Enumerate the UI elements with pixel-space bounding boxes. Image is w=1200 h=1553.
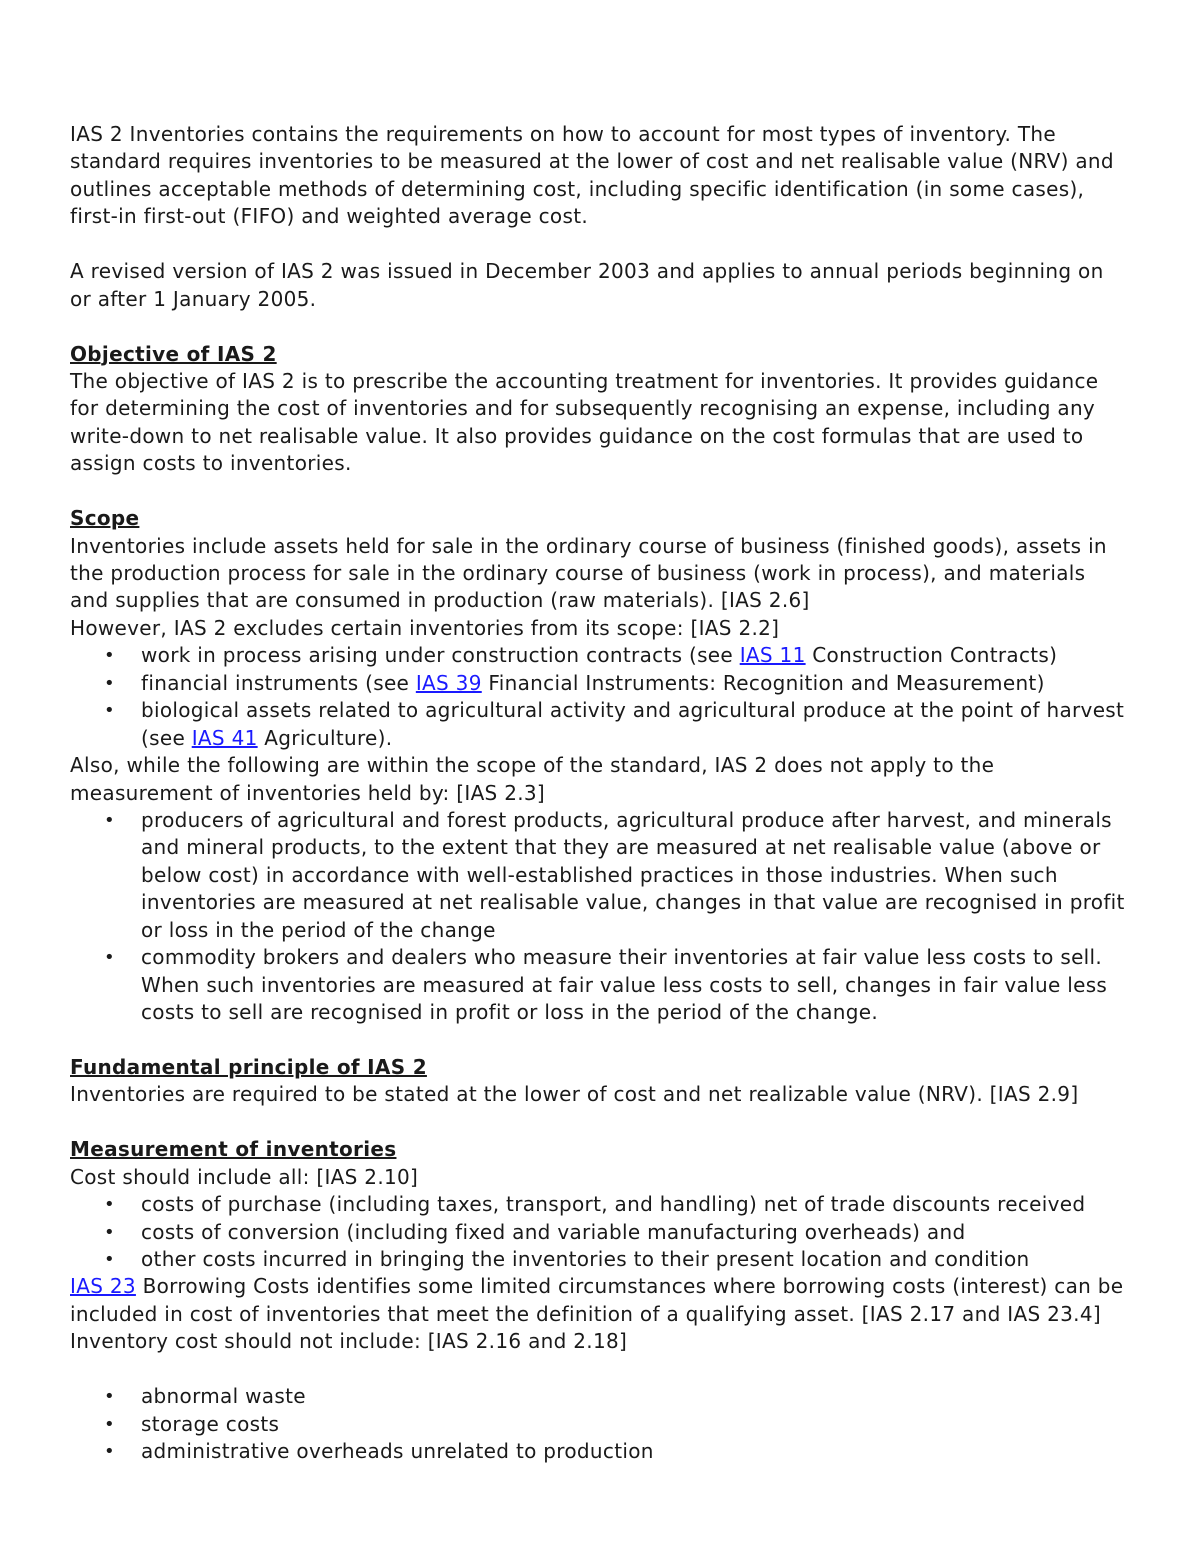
text-segment: The objective of IAS 2 is to prescribe the accounting treatment for inventories. It provides guidance — [70, 368, 1099, 393]
section-heading — [70, 341, 1150, 368]
bullet-icon: • — [104, 1194, 115, 1216]
text-segment: administrative overheads unrelated to production — [141, 1439, 654, 1463]
bullet-item — [70, 1191, 1150, 1218]
text-line — [70, 1081, 1150, 1108]
bullet-item — [70, 642, 1150, 669]
text-line — [70, 999, 1150, 1026]
text-segment: outlines acceptable methods of determining cost, including specific identification (in some cases), — [70, 176, 1085, 201]
reference-link[interactable]: IAS 41 — [191, 725, 258, 750]
reference-link[interactable]: IAS 11 — [739, 643, 806, 668]
text-line — [70, 1301, 1150, 1328]
text-segment: costs of conversion (including fixed and variable manufacturing overheads) and — [141, 1219, 966, 1244]
bullet-item — [70, 697, 1150, 724]
text-segment: included in cost of inventories that meet the definition of a qualifying asset. [IAS 2.17 and IAS 23.4] — [70, 1301, 1101, 1326]
text-segment: financial instruments (see — [141, 670, 416, 695]
text-segment: or after 1 January 2005. — [70, 286, 317, 311]
text-segment: biological assets related to agricultural activity and agricultural produce at the point of harvest — [141, 698, 1125, 723]
text-line — [70, 533, 1150, 560]
bullet-item — [70, 1246, 1150, 1273]
bullet-icon: • — [104, 672, 115, 694]
section-heading — [70, 505, 1150, 532]
text-segment: Construction Contracts) — [805, 643, 1058, 668]
text-segment: work in process arising under construction contracts (see — [141, 643, 740, 668]
text-line — [70, 121, 1150, 148]
text-segment: assign costs to inventories. — [70, 451, 352, 476]
text-line — [70, 780, 1150, 807]
text-segment: When such inventories are measured at fair value less costs to sell, changes in fair value less — [141, 972, 1108, 997]
text-segment: IAS 2 Inventories contains the requirements on how to account for most types of inventory. The — [70, 122, 1056, 146]
text-segment: Objective of IAS 2 — [70, 341, 277, 366]
text-line — [70, 368, 1150, 395]
bullet-icon: • — [104, 1413, 115, 1435]
text-segment: Agriculture). — [257, 725, 393, 750]
bullet-icon: • — [104, 1386, 115, 1408]
text-segment: below cost) in accordance with well-established practices in those industries. When such — [141, 862, 1058, 887]
text-line — [70, 834, 1150, 861]
document-body — [70, 121, 1150, 1465]
text-line — [70, 1164, 1150, 1191]
section-heading — [70, 1136, 1150, 1163]
blank-line — [70, 1026, 1150, 1053]
bullet-icon: • — [104, 700, 115, 722]
text-line — [70, 889, 1150, 916]
text-line — [70, 450, 1150, 477]
text-segment: and mineral products, to the extent that they are measured at net realisable value (above or — [141, 835, 1101, 860]
text-line — [70, 587, 1150, 614]
text-line — [70, 395, 1150, 422]
bullet-icon: • — [104, 947, 115, 969]
text-segment: Also, while the following are within the scope of the standard, IAS 2 does not apply to the — [70, 753, 995, 778]
text-segment: storage costs — [141, 1411, 280, 1436]
text-segment: producers of agricultural and forest products, agricultural produce after harvest, and minerals — [141, 807, 1112, 832]
bullet-item — [70, 670, 1150, 697]
section-heading — [70, 1054, 1150, 1081]
text-line — [70, 203, 1150, 230]
text-segment: costs of purchase (including taxes, transport, and handling) net of trade discounts received — [141, 1192, 1086, 1217]
text-line — [70, 752, 1150, 779]
text-segment: However, IAS 2 excludes certain inventories from its scope: [IAS 2.2] — [70, 615, 780, 640]
bullet-item — [70, 1219, 1150, 1246]
bullet-icon: • — [104, 645, 115, 667]
text-segment: and supplies that are consumed in production (raw materials). [IAS 2.6] — [70, 588, 810, 613]
text-line — [70, 176, 1150, 203]
text-segment: Cost should include all: [IAS 2.10] — [70, 1164, 419, 1189]
text-segment: inventories are measured at net realisable value, changes in that value are recognised in profit — [141, 890, 1125, 915]
text-segment: for determining the cost of inventories and for subsequently recognising an expense, including any — [70, 396, 1096, 421]
blank-line — [70, 1109, 1150, 1136]
text-line — [70, 615, 1150, 642]
bullet-icon: • — [104, 1248, 115, 1270]
text-segment: write-down to net realisable value. It also provides guidance on the cost formulas that are used to — [70, 423, 1084, 448]
bullet-icon: • — [104, 1221, 115, 1243]
text-segment: costs to sell are recognised in profit or loss in the period of the change. — [141, 1000, 879, 1024]
text-segment: Inventories are required to be stated at the lower of cost and net realizable value (NRV). [IAS 2.9] — [70, 1082, 1079, 1107]
text-line — [70, 423, 1150, 450]
text-line — [70, 1273, 1150, 1300]
bullet-item — [70, 944, 1150, 971]
text-segment: measurement of inventories held by: [IAS 2.3] — [70, 780, 546, 805]
blank-line — [70, 478, 1150, 505]
blank-line — [70, 313, 1150, 340]
text-segment: standard requires inventories to be measured at the lower of cost and net realisable value (NRV) and — [70, 149, 1114, 174]
text-segment: Borrowing Costs identifies some limited circumstances where borrowing costs (interest) can be — [135, 1274, 1124, 1299]
text-line — [70, 258, 1150, 285]
bullet-item — [70, 1438, 1150, 1465]
text-line — [70, 1328, 1150, 1355]
blank-line — [70, 1356, 1150, 1383]
text-line — [70, 862, 1150, 889]
text-segment: Measurement of inventories — [70, 1137, 397, 1162]
bullet-item — [70, 1411, 1150, 1438]
bullet-item — [70, 807, 1150, 834]
bullet-icon: • — [104, 1441, 115, 1462]
text-segment: Inventories include assets held for sale in the ordinary course of business (finished goods), assets in — [70, 533, 1107, 558]
blank-line — [70, 231, 1150, 258]
text-segment: A revised version of IAS 2 was issued in December 2003 and applies to annual periods beginning on — [70, 259, 1104, 284]
bullet-item — [70, 1383, 1150, 1410]
text-line — [70, 560, 1150, 587]
text-line — [70, 972, 1150, 999]
text-segment: Inventory cost should not include: [IAS 2.16 and 2.18] — [70, 1329, 628, 1354]
reference-link[interactable]: IAS 23 — [70, 1274, 136, 1299]
text-segment: Fundamental principle of IAS 2 — [70, 1054, 427, 1079]
text-segment: first-in first-out (FIFO) and weighted average cost. — [70, 204, 588, 229]
text-line — [70, 725, 1150, 752]
text-segment: abnormal waste — [141, 1384, 306, 1409]
text-segment: commodity brokers and dealers who measure their inventories at fair value less costs to sell. — [141, 945, 1103, 970]
text-segment: (see — [141, 725, 192, 750]
text-line — [70, 917, 1150, 944]
text-segment: or loss in the period of the change — [141, 917, 496, 942]
text-segment: the production process for sale in the ordinary course of business (work in process), and materials — [70, 561, 1086, 585]
text-segment: Scope — [70, 506, 140, 531]
bullet-icon: • — [104, 809, 115, 831]
text-line — [70, 286, 1150, 313]
text-line — [70, 148, 1150, 175]
text-segment: other costs incurred in bringing the inventories to their present location and condition — [141, 1246, 1030, 1271]
reference-link[interactable]: IAS 39 — [415, 670, 482, 695]
text-segment: Financial Instruments: Recognition and Measurement) — [481, 670, 1045, 695]
